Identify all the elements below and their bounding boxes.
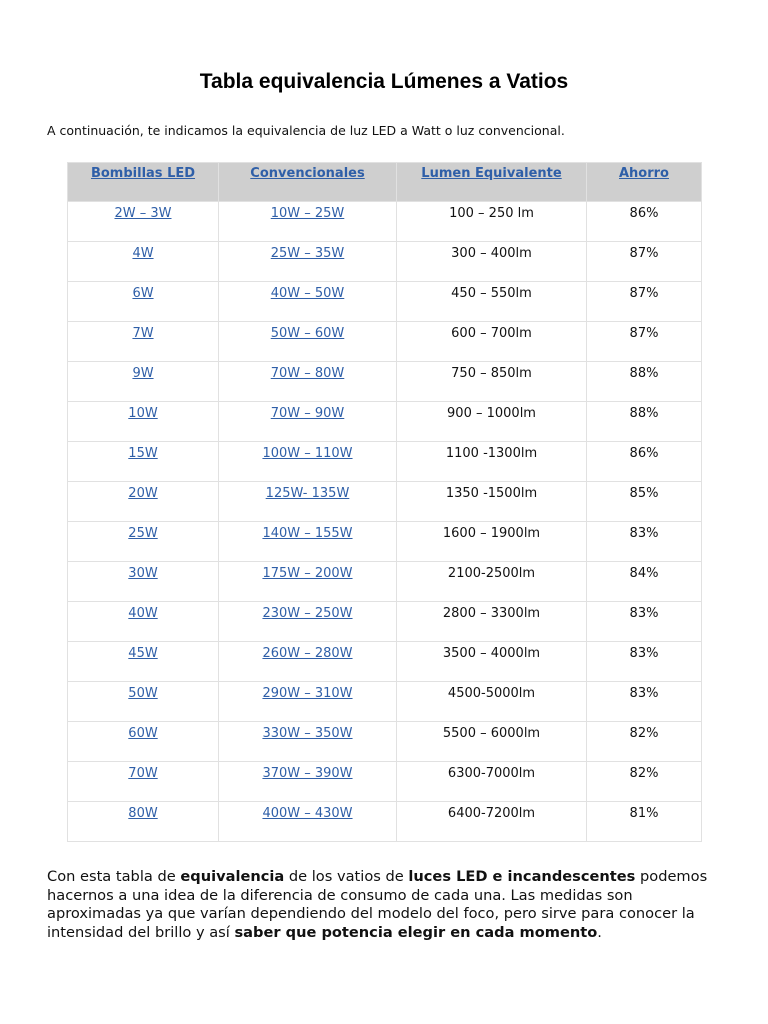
table-cell	[587, 602, 702, 642]
table-cell[interactable]	[219, 522, 397, 562]
conventional-wattage-link[interactable]: 330W – 350W	[262, 726, 353, 741]
table-cell[interactable]	[68, 362, 219, 402]
savings-percent: 87%	[629, 326, 659, 341]
table-row	[68, 442, 702, 482]
table-cell	[397, 482, 587, 522]
table-body	[68, 202, 702, 842]
table-cell	[587, 522, 702, 562]
table-cell	[397, 802, 587, 842]
table-cell	[587, 442, 702, 482]
closing-text-3: podemos hacernos a una idea de la diferencia de consumo de cada una. Las medidas son aproximadas ya que varían dependiendo del modelo del foco, pero sirve para conocer la intensidad del brillo y así	[47, 868, 708, 941]
led-wattage-link[interactable]: 2W – 3W	[114, 206, 172, 221]
conventional-wattage-link[interactable]: 260W – 280W	[262, 646, 353, 661]
table-row	[68, 242, 702, 282]
lumen-equivalent: 2100-2500lm	[447, 566, 536, 581]
table-cell	[587, 562, 702, 602]
table-cell[interactable]	[219, 802, 397, 842]
conventional-wattage-link[interactable]: 25W – 35W	[270, 246, 345, 261]
led-wattage-link[interactable]: 7W	[132, 326, 154, 341]
led-wattage-link[interactable]: 25W	[128, 526, 158, 541]
closing-bold-1: equivalencia	[180, 868, 285, 885]
savings-percent: 83%	[629, 686, 659, 701]
table-cell[interactable]	[68, 602, 219, 642]
table-header-row	[68, 163, 702, 202]
table-cell	[397, 642, 587, 682]
intro-text: A continuación, te indicamos la equivalencia de luz LED a Watt o luz convencional.	[47, 123, 565, 138]
lumen-equivalent: 750 – 850lm	[451, 366, 532, 381]
table-cell	[587, 242, 702, 282]
savings-percent: 83%	[629, 526, 659, 541]
conventional-wattage-link[interactable]: 400W – 430W	[262, 806, 353, 821]
conventional-wattage-link[interactable]: 100W – 110W	[262, 446, 353, 461]
table-cell[interactable]	[68, 802, 219, 842]
table-cell[interactable]	[68, 562, 219, 602]
table-row	[68, 522, 702, 562]
closing-text-4: .	[597, 923, 602, 941]
lumen-equivalent: 2800 – 3300lm	[442, 606, 541, 621]
led-wattage-link[interactable]: 40W	[128, 606, 158, 621]
table-cell[interactable]	[68, 322, 219, 362]
table-cell[interactable]	[68, 402, 219, 442]
table-row	[68, 282, 702, 322]
header-link-convencionales[interactable]: Convencionales	[250, 166, 365, 181]
led-wattage-link[interactable]: 10W	[128, 406, 158, 421]
led-wattage-link[interactable]: 20W	[128, 486, 158, 501]
table-cell[interactable]	[219, 602, 397, 642]
lumen-equivalent: 100 – 250 lm	[449, 206, 534, 221]
table-row	[68, 362, 702, 402]
table-cell	[397, 362, 587, 402]
table-cell[interactable]	[68, 722, 219, 762]
table-cell[interactable]	[219, 202, 397, 242]
table-row	[68, 322, 702, 362]
page-title: Tabla equivalencia Lúmenes a Vatios	[199, 70, 569, 93]
lumen-equivalent: 6300-7000lm	[447, 766, 536, 781]
table-cell	[587, 322, 702, 362]
table-cell	[397, 562, 587, 602]
savings-percent: 88%	[629, 406, 659, 421]
lumen-equivalent: 5500 – 6000lm	[442, 726, 541, 741]
conventional-wattage-link[interactable]: 50W – 60W	[270, 326, 345, 341]
header-bombillas-led[interactable]	[68, 163, 219, 202]
table-cell	[397, 442, 587, 482]
table-cell[interactable]	[68, 482, 219, 522]
table-cell[interactable]	[68, 682, 219, 722]
conventional-wattage-link[interactable]: 125W- 135W	[265, 486, 350, 501]
table-row	[68, 722, 702, 762]
header-convencionales[interactable]	[219, 163, 397, 202]
conventional-wattage-link[interactable]: 70W – 90W	[270, 406, 345, 421]
led-wattage-link[interactable]: 9W	[132, 366, 154, 381]
table-row	[68, 402, 702, 442]
header-link-ahorro[interactable]: Ahorro	[618, 166, 669, 181]
table-cell	[587, 762, 702, 802]
conventional-wattage-link[interactable]: 370W – 390W	[262, 766, 353, 781]
savings-percent: 87%	[629, 286, 659, 301]
table-row	[68, 762, 702, 802]
savings-percent: 85%	[629, 486, 659, 501]
closing-bold-2: luces LED e incandescentes	[408, 868, 636, 885]
savings-percent: 86%	[629, 206, 659, 221]
table-cell	[587, 402, 702, 442]
savings-percent: 82%	[629, 726, 659, 741]
led-wattage-link[interactable]: 6W	[132, 286, 154, 301]
table-row	[68, 202, 702, 242]
savings-percent: 81%	[629, 806, 659, 821]
led-wattage-link[interactable]: 15W	[128, 446, 158, 461]
table-cell[interactable]	[68, 762, 219, 802]
conventional-wattage-link[interactable]: 40W – 50W	[270, 286, 345, 301]
conventional-wattage-link[interactable]: 70W – 80W	[270, 366, 345, 381]
header-ahorro[interactable]	[587, 163, 702, 202]
table-row	[68, 562, 702, 602]
lumen-equivalent: 900 – 1000lm	[447, 406, 536, 421]
lumen-equivalent: 600 – 700lm	[451, 326, 532, 341]
savings-percent: 83%	[629, 606, 659, 621]
header-link-bombillas-led[interactable]: Bombillas LED	[90, 166, 196, 181]
table-cell[interactable]	[68, 522, 219, 562]
savings-percent: 87%	[629, 246, 659, 261]
table-cell	[397, 762, 587, 802]
table-cell[interactable]	[68, 442, 219, 482]
table-cell[interactable]	[219, 722, 397, 762]
table-cell[interactable]	[219, 282, 397, 322]
table-cell	[397, 722, 587, 762]
lumen-equivalent: 3500 – 4000lm	[442, 646, 541, 661]
savings-percent: 84%	[629, 566, 659, 581]
table-cell	[397, 402, 587, 442]
table-cell	[397, 322, 587, 362]
table-cell[interactable]	[219, 762, 397, 802]
lumen-equivalent: 450 – 550lm	[451, 286, 532, 301]
table-cell[interactable]	[219, 642, 397, 682]
savings-percent: 83%	[629, 646, 659, 661]
table-cell	[587, 362, 702, 402]
table-cell	[397, 202, 587, 242]
table-cell[interactable]	[219, 562, 397, 602]
table-cell[interactable]	[68, 242, 219, 282]
lumen-equivalent: 1350 -1500lm	[445, 486, 538, 501]
table-cell	[587, 642, 702, 682]
closing-text-1: Con esta tabla de	[47, 868, 181, 885]
table-cell[interactable]	[219, 242, 397, 282]
savings-percent: 86%	[629, 446, 659, 461]
conventional-wattage-link[interactable]: 175W – 200W	[262, 566, 353, 581]
table-cell[interactable]	[219, 322, 397, 362]
table-cell	[397, 282, 587, 322]
conventional-wattage-link[interactable]: 10W – 25W	[270, 206, 345, 221]
closing-paragraph	[47, 868, 727, 942]
table-row	[68, 642, 702, 682]
savings-percent: 82%	[629, 766, 659, 781]
lumen-equivalent: 1100 -1300lm	[445, 446, 538, 461]
table-cell[interactable]	[68, 282, 219, 322]
led-wattage-link[interactable]: 80W	[128, 806, 158, 821]
lumen-equivalent: 6400-7200lm	[447, 806, 536, 821]
lumen-equivalent: 300 – 400lm	[451, 246, 532, 261]
table-row	[68, 682, 702, 722]
led-wattage-link[interactable]: 70W	[128, 766, 158, 781]
conventional-wattage-link[interactable]: 140W – 155W	[262, 526, 353, 541]
table-cell	[587, 482, 702, 522]
table-row	[68, 602, 702, 642]
header-link-lumen-equivalente[interactable]: Lumen Equivalente	[421, 166, 562, 181]
table-cell[interactable]	[219, 442, 397, 482]
table-cell	[397, 682, 587, 722]
table-cell[interactable]	[68, 202, 219, 242]
savings-percent: 88%	[629, 366, 659, 381]
table-row	[68, 802, 702, 842]
equivalence-table	[67, 162, 702, 842]
lumen-equivalent: 4500-5000lm	[447, 686, 536, 701]
led-wattage-link[interactable]: 50W	[128, 686, 158, 701]
table-cell	[587, 722, 702, 762]
table-cell	[397, 602, 587, 642]
led-wattage-link[interactable]: 30W	[128, 566, 158, 581]
table-cell[interactable]	[219, 682, 397, 722]
conventional-wattage-link[interactable]: 230W – 250W	[262, 606, 353, 621]
table-row	[68, 482, 702, 522]
table-cell[interactable]	[219, 362, 397, 402]
led-wattage-link[interactable]: 60W	[128, 726, 158, 741]
conventional-wattage-link[interactable]: 290W – 310W	[262, 686, 353, 701]
table-cell[interactable]	[68, 642, 219, 682]
closing-bold-3: saber que potencia elegir en cada momento	[234, 923, 598, 941]
header-lumen-equivalente[interactable]	[397, 163, 587, 202]
lumen-equivalent: 1600 – 1900lm	[442, 526, 541, 541]
table-cell	[397, 242, 587, 282]
led-wattage-link[interactable]: 4W	[132, 246, 154, 261]
led-wattage-link[interactable]: 45W	[128, 646, 158, 661]
table-cell	[587, 202, 702, 242]
table-cell	[397, 522, 587, 562]
table-cell	[587, 802, 702, 842]
closing-text-2: de los vatios de	[284, 868, 409, 885]
table-cell[interactable]	[219, 402, 397, 442]
table-cell[interactable]	[219, 482, 397, 522]
table-cell	[587, 682, 702, 722]
table-cell	[587, 282, 702, 322]
